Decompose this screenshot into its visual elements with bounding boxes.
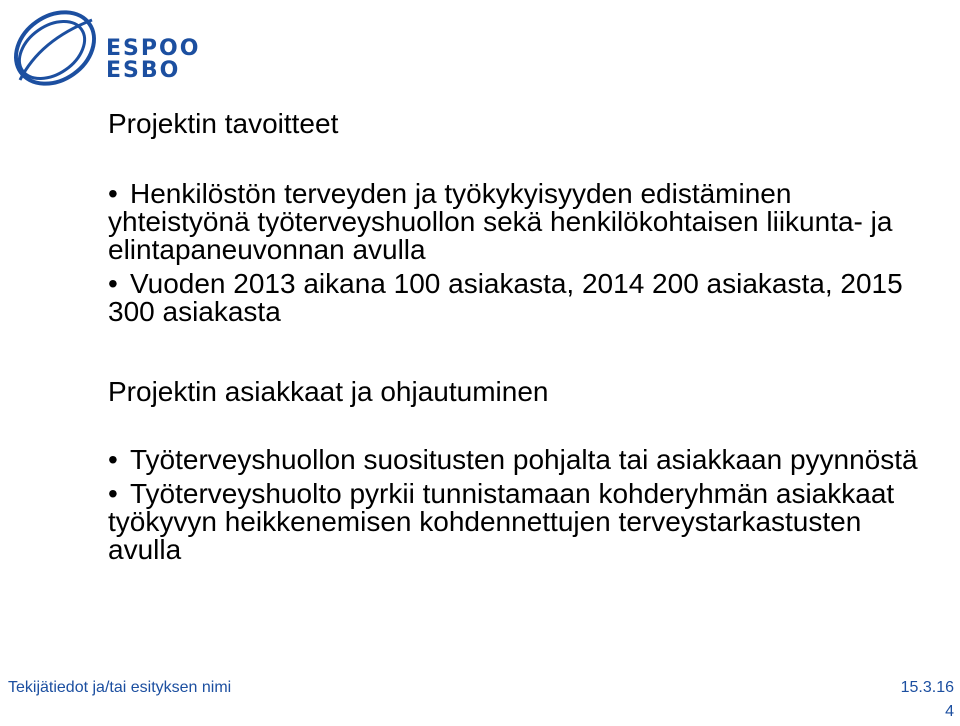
bullet-item xyxy=(108,180,928,264)
bullet-dot-icon: • xyxy=(108,478,118,509)
bullet-text: Työterveyshuolto pyrkii tunnistamaan kohderyhmän asiakkaat työkyvyn heikkenemisen kohdennettujen terveystarkastusten avulla xyxy=(108,478,895,565)
bullet-text: Työterveyshuollon suositusten pohjalta tai asiakkaan pyynnöstä xyxy=(130,444,918,475)
page-number: 4 xyxy=(945,703,954,720)
goals-bullet-list xyxy=(108,180,928,326)
bullet-dot-icon: • xyxy=(108,178,118,209)
espoo-logo xyxy=(0,0,200,100)
bullet-item xyxy=(108,270,928,326)
bullet-text: Henkilöstön terveyden ja työkykyisyyden edistäminen yhteistyönä työterveyshuollon sekä henkilökohtaisen liikunta- ja elintapaneuvonnan avulla xyxy=(108,178,893,265)
logo-text-espoo: ESPOO xyxy=(106,36,201,61)
espoo-swirl-icon xyxy=(0,0,110,100)
logo-text-esbo: ESBO xyxy=(106,58,181,83)
bullet-item xyxy=(108,480,928,564)
slide-content xyxy=(108,110,928,570)
section-heading-goals: Projektin tavoitteet xyxy=(108,108,339,139)
bullet-dot-icon: • xyxy=(108,444,118,475)
footer-date: 15.3.16 xyxy=(900,679,954,696)
clients-bullet-list xyxy=(108,446,928,564)
footer-presentation-name: Tekijätiedot ja/tai esityksen nimi xyxy=(8,679,232,696)
bullet-dot-icon: • xyxy=(108,268,118,299)
bullet-text: Vuoden 2013 aikana 100 asiakasta, 2014 200 asiakasta, 2015 300 asiakasta xyxy=(108,268,903,327)
section-heading-clients: Projektin asiakkaat ja ohjautuminen xyxy=(108,376,549,407)
bullet-item xyxy=(108,446,928,474)
